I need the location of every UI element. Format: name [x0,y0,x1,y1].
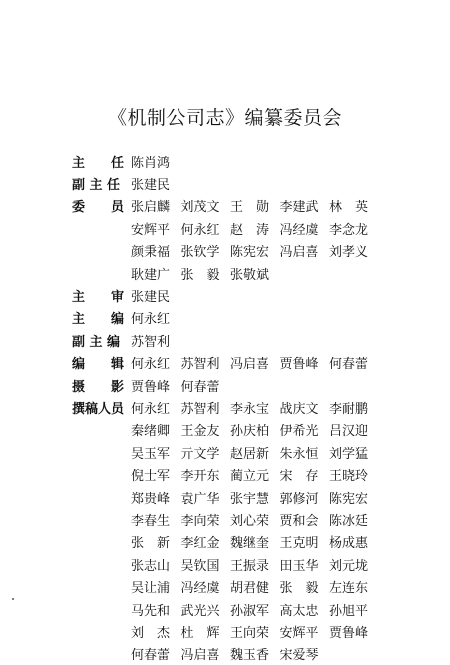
member-name: 冯经虞 [279,222,319,238]
member-name: 赵居新 [230,446,270,462]
member-name: 吴让浦 [131,581,171,597]
member-name: 张钦学 [180,245,220,261]
member-name: 刘学猛 [329,446,369,462]
member-name: 刘元垅 [329,558,369,574]
committee-row [72,486,379,508]
member-name: 李建武 [279,200,319,216]
member-name: 苏智利 [180,401,220,417]
member-name: 亓文学 [180,446,220,462]
committee-row [72,307,379,329]
member-name: 张志山 [131,558,171,574]
member-names [131,353,379,372]
member-name: 颜秉福 [131,245,171,261]
member-name: 何永红 [131,357,171,373]
committee-row [72,575,379,597]
committee-row [72,463,379,485]
member-name: 蔺立元 [230,469,270,485]
member-name: 李念龙 [329,222,369,238]
member-name: 冯启喜 [180,648,220,664]
member-name: 冯启喜 [230,357,270,373]
member-name: 安辉平 [279,625,319,641]
member-name: 胡君健 [230,581,270,597]
member-name: 倪士军 [131,469,171,485]
member-names [131,219,379,238]
member-name: 张 新 [131,536,171,552]
member-name: 杜 辉 [180,625,220,641]
member-names [131,331,181,350]
member-name: 刘 杰 [131,625,171,641]
member-name: 张宇慧 [230,491,270,507]
role-label: 主 任 [72,155,125,171]
member-name: 刘茂文 [180,200,220,216]
member-name: 苏智利 [180,357,220,373]
member-name: 何春蕾 [131,648,171,664]
member-name: 贾鲁峰 [279,357,319,373]
member-names [131,510,379,529]
member-names [131,465,379,484]
role-label: 摄 影 [72,379,125,395]
member-name: 贾鲁峰 [329,625,369,641]
committee-row [72,374,379,396]
member-names [131,644,329,663]
committee-row [72,284,379,306]
member-names [131,376,230,395]
member-name: 陈宪宏 [329,491,369,507]
committee-row [72,352,379,374]
margin-mark [12,598,14,600]
member-names [131,600,379,619]
member-name: 何永红 [180,222,220,238]
member-name: 孙旭平 [329,603,369,619]
member-name: 孙淑军 [230,603,270,619]
member-name: 王 勋 [230,200,270,216]
committee-row [72,419,379,441]
member-name: 王金友 [180,424,220,440]
member-name: 刘孝义 [329,245,369,261]
member-name: 孙庆柏 [230,424,270,440]
member-name: 王振录 [230,558,270,574]
member-name: 伊希光 [279,424,319,440]
member-name: 郭修河 [279,491,319,507]
member-names [131,443,379,462]
committee-row [72,643,379,665]
member-name: 苏智利 [131,334,171,350]
member-name: 张 毅 [279,581,319,597]
member-name: 宋 存 [279,469,319,485]
committee-row [72,195,379,217]
member-name: 王晓玲 [329,469,369,485]
role-label: 撰稿人员 [72,401,125,417]
member-names [131,196,379,215]
member-names [131,577,379,596]
member-name: 陈宪宏 [230,245,270,261]
member-names [131,308,181,327]
member-name: 秦绪卿 [131,424,171,440]
member-name: 武光兴 [180,603,220,619]
member-names [131,241,379,260]
committee-row [72,217,379,239]
member-name: 吴钦国 [180,558,220,574]
role-label: 委 员 [72,200,125,216]
member-names [131,286,181,305]
role-label: 主 审 [72,290,125,306]
committee-row [72,240,379,262]
member-name: 何永红 [131,401,171,417]
member-name: 何春蕾 [329,357,369,373]
committee-row [72,508,379,530]
member-name: 冯启喜 [279,245,319,261]
committee-row [72,620,379,642]
member-name: 安辉平 [131,222,171,238]
member-names [131,555,379,574]
member-name: 李红金 [180,536,220,552]
member-name: 耿建广 [131,267,171,283]
member-names [131,398,379,417]
committee-row [72,553,379,575]
member-name: 林 英 [329,200,369,216]
member-name: 王克明 [279,536,319,552]
member-name: 张 毅 [180,267,220,283]
member-names [131,488,379,507]
role-label: 副 主 任 [72,178,121,194]
member-name: 袁广华 [180,491,220,507]
member-name: 马先和 [131,603,171,619]
member-name: 李春生 [131,513,171,529]
page-title: 《机制公司志》编纂委员会 [107,107,342,129]
member-name: 吕汉迎 [329,424,369,440]
member-name: 贾鲁峰 [131,379,171,395]
member-name: 张敬斌 [230,267,270,283]
committee-list [72,150,379,665]
member-names [131,622,379,641]
committee-row [72,262,379,284]
committee-row [72,150,379,172]
member-names [131,174,181,193]
committee-row [72,598,379,620]
member-name: 李耐鹏 [329,401,369,417]
member-name: 杨成惠 [329,536,369,552]
member-name: 冯经虞 [180,581,220,597]
member-name: 朱永恒 [279,446,319,462]
member-name: 宋爱琴 [279,648,319,664]
committee-row [72,329,379,351]
member-name: 王向荣 [230,625,270,641]
member-names [131,152,181,171]
member-names [131,264,280,283]
role-label: 主 编 [72,312,125,328]
member-name: 战庆文 [279,401,319,417]
member-name: 张启麟 [131,200,171,216]
member-name: 何春蕾 [180,379,220,395]
member-name: 陈冰廷 [329,513,369,529]
member-names [131,532,379,551]
committee-row [72,172,379,194]
committee-row [72,531,379,553]
member-name: 田玉华 [279,558,319,574]
member-names [131,420,379,439]
member-name: 郑贵峰 [131,491,171,507]
member-name: 张建民 [131,178,171,194]
member-name: 高太忠 [279,603,319,619]
role-label: 副 主 编 [72,334,121,350]
member-name: 吴玉军 [131,446,171,462]
member-name: 李开东 [180,469,220,485]
member-name: 魏继奎 [230,536,270,552]
member-name: 张建民 [131,290,171,306]
member-name: 李永宝 [230,401,270,417]
role-label: 编 辑 [72,357,125,373]
member-name: 何永红 [131,312,171,328]
member-name: 贾和会 [279,513,319,529]
member-name: 李向荣 [180,513,220,529]
committee-row [72,396,379,418]
committee-row [72,441,379,463]
member-name: 左连东 [329,581,369,597]
member-name: 陈肖鸿 [131,155,171,171]
member-name: 刘心荣 [230,513,270,529]
member-name: 赵 涛 [230,222,270,238]
member-name: 魏玉香 [230,648,270,664]
